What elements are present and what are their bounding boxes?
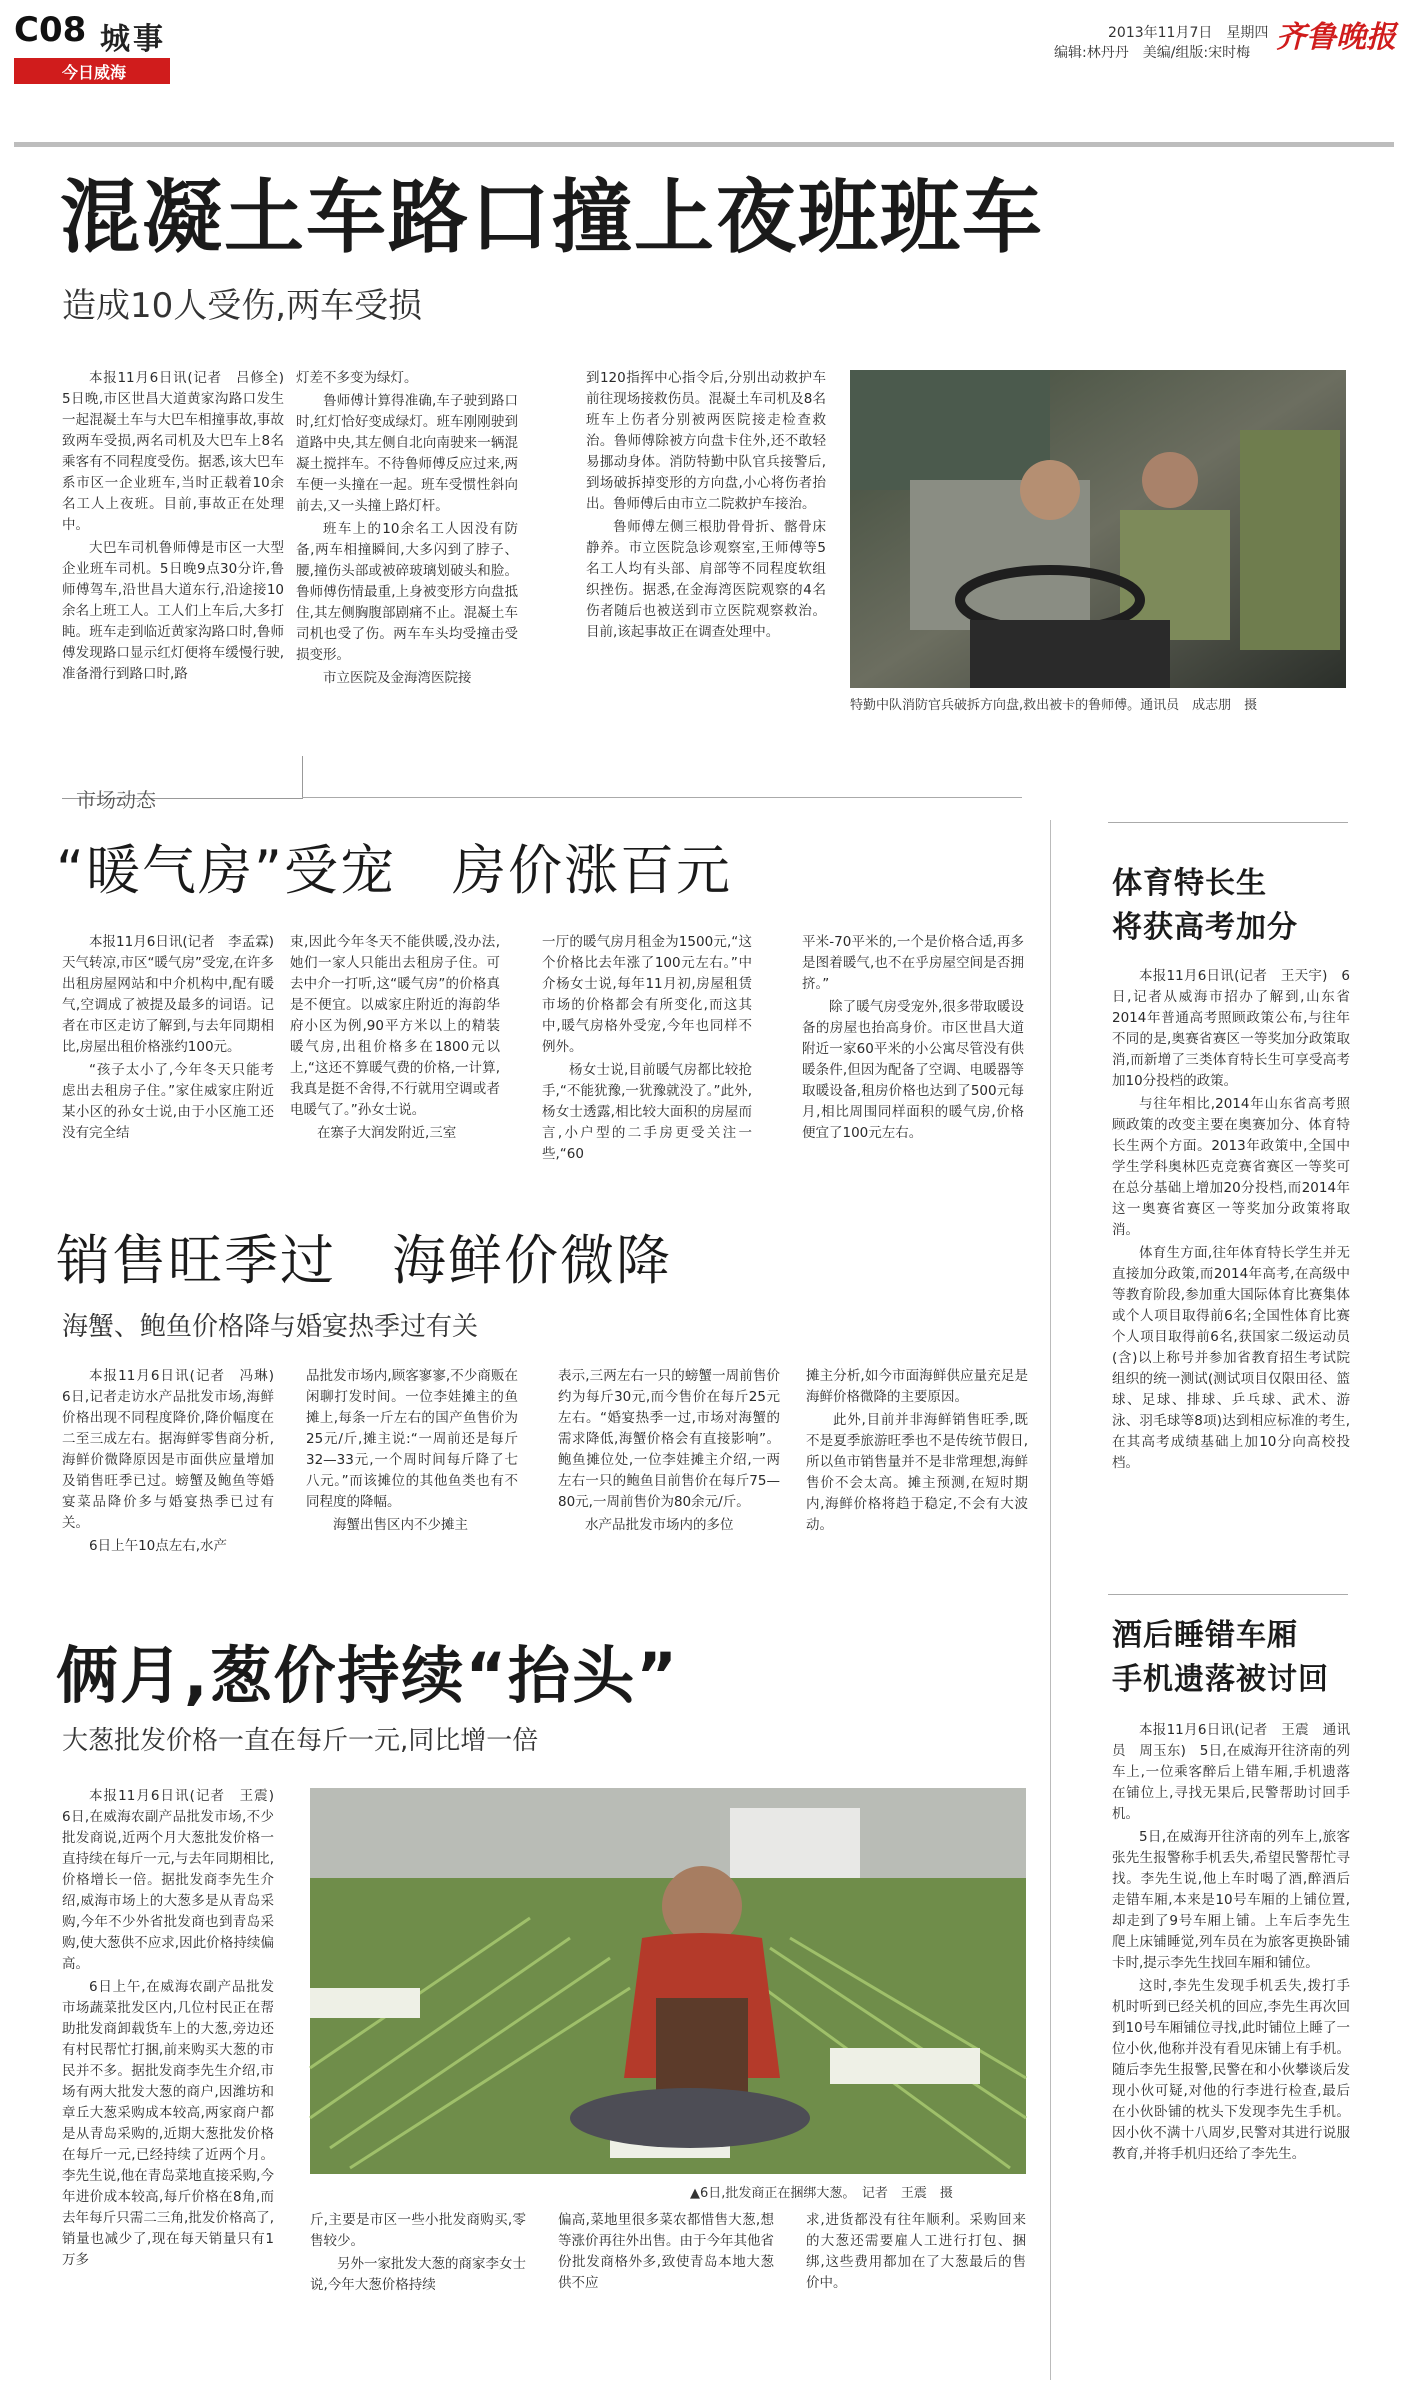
article1-photo-caption: 特勤中队消防官兵破拆方向盘,救出被卡的鲁师傅。通讯员 成志朋 摄 (850, 698, 1258, 713)
paragraph: 在寨子大润发附近,三室 (317, 1125, 457, 1141)
article2-column-4 (802, 932, 1024, 1182)
header-rule (14, 142, 1394, 147)
paragraph: 除了暖气房受宠外,很多带取暖设备的房屋也抬高身价。市区世昌大道附近一家60平米的小公寓尽管没有供暖条件,但因为配备了空调、电暖器等取暖设备,租房价格也达到了500元每月,相比周围同样面积的暖气房,价格便宜了100元左右。 (802, 999, 1024, 1141)
paragraph: 到120指挥中心指令后,分别出动救护车前往现场接救伤员。混凝土车司机及8名班车上伤者分别被两医院接走检查救治。鲁师傅除被方向盘卡住外,还不敢轻易挪动身体。消防特勤中队官兵接警后,到场破拆掉变形的方向盘,小心将伤者抬出。鲁师傅后由市立二院救护车接治。 (586, 370, 826, 512)
article4-column-1 (62, 1786, 288, 2378)
side2-title-line1: 酒后睡错车厢 (1112, 1618, 1298, 1653)
page-number: C08 (14, 10, 87, 50)
paragraph: 束,因此今年冬天不能供暖,没办法,她们一家人只能出去租房子住。可去中介一打听,这“暖气房”的价格真是不便宜。以威家庄附近的海韵华府小区为例,90平方米以上的精装暖气房,出租价格多在1800元以上,“这还不算暖气费的价格,一计算,我真是挺不舍得,不行就用空调或者电暖气了。”孙女士说。 (290, 934, 500, 1118)
article4-column-4 (806, 2210, 1026, 2378)
article1-subtitle: 造成10人受伤,两车受损 (62, 286, 423, 326)
article4-subtitle: 大葱批发价格一直在每斤一元,同比增一倍 (62, 1726, 539, 1756)
rescue-photo-illustration (850, 370, 1346, 688)
paragraph: 求,进货都没有往年顺利。采购回来的大葱还需要雇人工进行打包、捆绑,这些费用都加在了大葱最后的售价中。 (806, 2212, 1026, 2291)
market-rule (302, 797, 1022, 798)
paragraph: 水产品批发市场内的多位 (585, 1517, 734, 1533)
paragraph: 本报11月6日讯(记者 冯琳) 6日,记者走访水产品批发市场,海鲜价格出现不同程度降价,降价幅度在二至三成左右。据海鲜零售商分析,海鲜价微降原因是市面供应量增加及销售旺季已过。螃蟹及鲍鱼等婚宴菜品降价多与婚宴热季已过有关。 (62, 1368, 288, 1531)
sidebar-mid-rule (1108, 1594, 1348, 1595)
sidebar-divider (1050, 820, 1051, 2380)
side2-title-line2: 手机遗落被讨回 (1112, 1662, 1329, 1697)
article3-title: 销售旺季过 海鲜价微降 (56, 1229, 672, 1292)
article2-title: “暖气房”受宠 房价涨百元 (56, 839, 732, 902)
market-label: 市场动态 (76, 788, 156, 812)
paragraph: 本报11月6日讯(记者 王震) 6日,在威海农副产品批发市场,不少批发商说,近两个月大葱批发价格一直持续在每斤一元,与去年同期相比,价格增长一倍。据批发商李先生介绍,威海市场上的大葱多是从青岛采购,今年不少外省批发商也到青岛采购,使大葱供不应求,因此价格持续偏高。 (62, 1788, 288, 1972)
editors: 编辑:林丹丹 美编/组版:宋时梅 (1054, 45, 1251, 61)
side2-body (1112, 1720, 1350, 2380)
article2-column-2 (290, 932, 500, 1182)
paragraph: 表示,三两左右一只的螃蟹一周前售价约为每斤30元,而今售价在每斤25元左右。“婚宴热季一过,市场对海蟹的需求降低,海蟹价格会有直接影响”。鲍鱼摊位处,一位李娃摊主介绍,一两左右一只的鲍鱼目前售价在每斤75—80元,一周前售价为80余元/斤。 (558, 1368, 780, 1510)
article3-column-3 (558, 1366, 780, 1606)
paragraph: 品批发市场内,顾客寥寥,不少商贩在闲聊打发时间。一位李娃摊主的鱼摊上,每条一斤左右的国产鱼售价为25元/斤,摊主说:“一周前还是每斤32—33元,一个周时间每斤降了七八元。”而该摊位的其他鱼类也有不同程度的降幅。 (306, 1368, 518, 1510)
paragraph: 摊主分析,如今市面海鲜供应量充足是海鲜价格微降的主要原因。 (806, 1368, 1028, 1405)
article4-photo (310, 1788, 1026, 2174)
side1-title-line2: 将获高考加分 (1112, 910, 1298, 945)
paragraph: 一厅的暖气房月租金为1500元,“这个价格比去年涨了100元左右。”中介杨女士说,每年11月初,房屋租赁市场的价格都会有所变化,而这其中,暖气房格外受宠,今年也同样不例外。 (542, 934, 752, 1055)
article4-photo-caption: ▲6日,批发商正在捆绑大葱。 记者 王震 摄 (690, 2186, 953, 2201)
paragraph: 本报11月6日讯(记者 吕修全) 5日晚,市区世昌大道黄家沟路口发生一起混凝土车与大巴车相撞事故,事故致两车受损,两名司机及大巴车上8名乘客有不同程度受伤。据悉,该大巴车系市区一企业班车,当时正载着10余名工人上夜班。目前,事故正在处理中。 (62, 370, 298, 533)
paragraph: 平米-70平米的,一个是价格合适,再多是图着暖气,也不在乎房屋空间是否拥挤。” (802, 934, 1024, 992)
paragraph: 本报11月6日讯(记者 王天宇) 6日,记者从威海市招办了解到,山东省2014年普通高考照顾政策公布,与往年不同的是,奥赛省赛区一等奖加分政策取消,而新增了三类体育特长生可享受高考加10分投档的政策。 (1112, 968, 1350, 1089)
paragraph: 灯差不多变为绿灯。 (296, 370, 418, 386)
scallion-photo-illustration (310, 1788, 1026, 2174)
paragraph: 体育生方面,往年体育特长学生并无直接加分政策,而2014年高考,在高级中等教育阶段,参加重大国际体育比赛集体或个人项目取得前6名;全国性体育比赛个人项目取得前6名,获国家二级运动员(含)以上称号并参加省教育招生考试院组织的统一测试(测试项目仅限田径、篮球、足球、排球、乒乓球、武术、游泳、羽毛球等8项)达到相应标准的考生,在其高考成绩基础上加10分向高校投档。 (1112, 1245, 1350, 1471)
paragraph: 与往年相比,2014年山东省高考照顾政策的改变主要在奥赛加分、体育特长生两个方面。2013年政策中,全国中学生学科奥林匹克竞赛省赛区一等奖可在总分基础上增加20分投档,而2014年这一奥赛省赛区一等奖加分政策将取消。 (1112, 1096, 1350, 1238)
article1-column-3 (586, 368, 826, 738)
masthead-logo: 齐鲁晚报 (1276, 20, 1396, 55)
sidebar-top-rule (1108, 822, 1348, 823)
article2-column-1 (62, 932, 288, 1182)
paragraph: 此外,目前并非海鲜销售旺季,既不是夏季旅游旺季也不是传统节假日,所以鱼市销售量并不是非常理想,海鲜售价不会太高。摊主预测,在短时期内,海鲜价格将趋于稳定,不会有大波动。 (806, 1412, 1028, 1533)
paragraph: 杨女士说,目前暖气房都比较抢手,“不能犹豫,一犹豫就没了。”此外,杨女士透露,相比较大面积的房屋而言,小户型的二手房更受关注一些,“60 (542, 1062, 752, 1162)
article1-photo (850, 370, 1346, 688)
article1-column-1 (62, 368, 298, 738)
paragraph: 班车上的10余名工人因没有防备,两车相撞瞬间,大多闪到了脖子、腰,撞伤头部或被碎玻璃划破头和脸。鲁师傅伤情最重,上身被变形方向盘抵住,其左侧胸腹部剧痛不止。混凝土车司机也受了伤。两车车头均受撞击受损变形。 (296, 521, 518, 663)
article3-column-4 (806, 1366, 1028, 1606)
paragraph: 海蟹出售区内不少摊主 (333, 1517, 468, 1533)
paragraph: 鲁师傅左侧三根肋骨骨折、髂骨床静养。市立医院急诊观察室,王师傅等5名工人均有头部、肩部等不同程度软组织挫伤。据悉,在金海湾医院观察的4名伤者随后也被送到市立医院观察救治。目前,该起事故正在调查处理中。 (586, 519, 826, 640)
article3-subtitle: 海蟹、鲍鱼价格降与婚宴热季过有关 (62, 1312, 479, 1342)
paragraph: 斤,主要是市区一些小批发商购买,零售较少。 (310, 2212, 526, 2249)
article3-column-1 (62, 1366, 288, 1606)
subsection-label: 今日威海 (62, 63, 127, 82)
paragraph: 5日,在威海开往济南的列车上,旅客张先生报警称手机丢失,希望民警帮忙寻找。李先生说,他上车时喝了酒,醉酒后走错车厢,本来是10号车厢的上铺位置,却走到了9号车厢上铺。上车后李先生爬上床铺睡觉,列车员在为旅客更换卧铺卡时,提示李先生找回车厢和铺位。 (1112, 1829, 1350, 1971)
paragraph: 6日上午,在威海农副产品批发市场蔬菜批发区内,几位村民正在帮助批发商卸载货车上的大葱,旁边还有村民帮忙打捆,前来购买大葱的市民并不多。据批发商李先生介绍,市场有两大批发大葱的商户,因潍坊和章丘大葱采购成本较高,两家商户都是从青岛采购的,近期大葱批发价格在每斤一元,已经持续了近两个月。李先生说,他在青岛菜地直接采购,今年进价成本较高,每斤价格在8角,而去年每斤只需二三角,批发价格高了,销量也减少了,现在每天销量只有1万多 (62, 1979, 274, 2268)
paragraph: 大巴车司机鲁师傅是市区一大型企业班车司机。5日晚9点30分许,鲁师傅驾车,沿世昌大道东行,沿途接10余名上班工人。工人们上车后,大多打盹。班车走到临近黄家沟路口时,鲁师傅发现路口显示红灯便将车缓慢行驶,准备滑行到路口时,路 (62, 540, 284, 682)
article1-column-2 (296, 368, 518, 738)
paragraph: 另外一家批发大葱的商家李女士说,今年大葱价格持续 (310, 2256, 526, 2293)
paragraph: 6日上午10点左右,水产 (89, 1538, 228, 1554)
article2-column-3 (542, 932, 752, 1182)
side1-body (1112, 966, 1350, 1586)
section-title: 城事 (100, 22, 166, 57)
paragraph: 偏高,菜地里很多菜农都惜售大葱,想等涨价再往外出售。由于今年其他省份批发商格外多,致使青岛本地大葱供不应 (558, 2212, 774, 2291)
article4-column-3 (558, 2210, 774, 2378)
paragraph: 本报11月6日讯(记者 王震 通讯员 周玉东) 5日,在威海开往济南的列车上,一位乘客醉后上错车厢,手机遗落在铺位上,寻找无果后,民警帮助讨回手机。 (1112, 1722, 1350, 1822)
paragraph: “孩子太小了,今年冬天只能考虑出去租房子住。”家住威家庄附近某小区的孙女士说,由于小区施工还没有完全结 (62, 1062, 274, 1141)
paragraph: 这时,李先生发现手机丢失,拨打手机时听到已经关机的回应,李先生再次回到10号车厢铺位寻找,此时铺位上睡了一位小伙,他称并没有看见床铺上有手机。随后李先生报警,民警在和小伙攀谈后发现小伙可疑,对他的行李进行检查,最后在小伙卧铺的枕头下发现李先生手机。因小伙不满十八周岁,民警对其进行说服教育,并将手机归还给了李先生。 (1112, 1978, 1350, 2162)
article3-column-2 (306, 1366, 518, 1606)
article1-title: 混凝土车路口撞上夜班班车 (60, 171, 1044, 264)
paragraph: 本报11月6日讯(记者 李孟霖) 天气转凉,市区“暖气房”受宠,在许多出租房屋网站和中介机构中,配有暖气,空调成了被提及最多的词语。记者在市区走访了解到,与去年同期相比,房屋出租价格涨约100元。 (62, 934, 288, 1055)
paragraph: 鲁师傅计算得准确,车子驶到路口时,红灯恰好变成绿灯。班车刚刚驶到道路中央,其左侧自北向南驶来一辆混凝土搅拌车。不待鲁师傅反应过来,两车便一头撞在一起。班车受惯性斜向前去,又一头撞上路灯杆。 (296, 393, 518, 514)
article4-column-2 (310, 2210, 526, 2378)
issue-date: 2013年11月7日 星期四 (1108, 25, 1269, 41)
paragraph: 市立医院及金海湾医院接 (323, 670, 472, 686)
article4-title: 俩月,葱价持续“抬头” (56, 1639, 680, 1712)
side1-title-line1: 体育特长生 (1112, 866, 1267, 901)
